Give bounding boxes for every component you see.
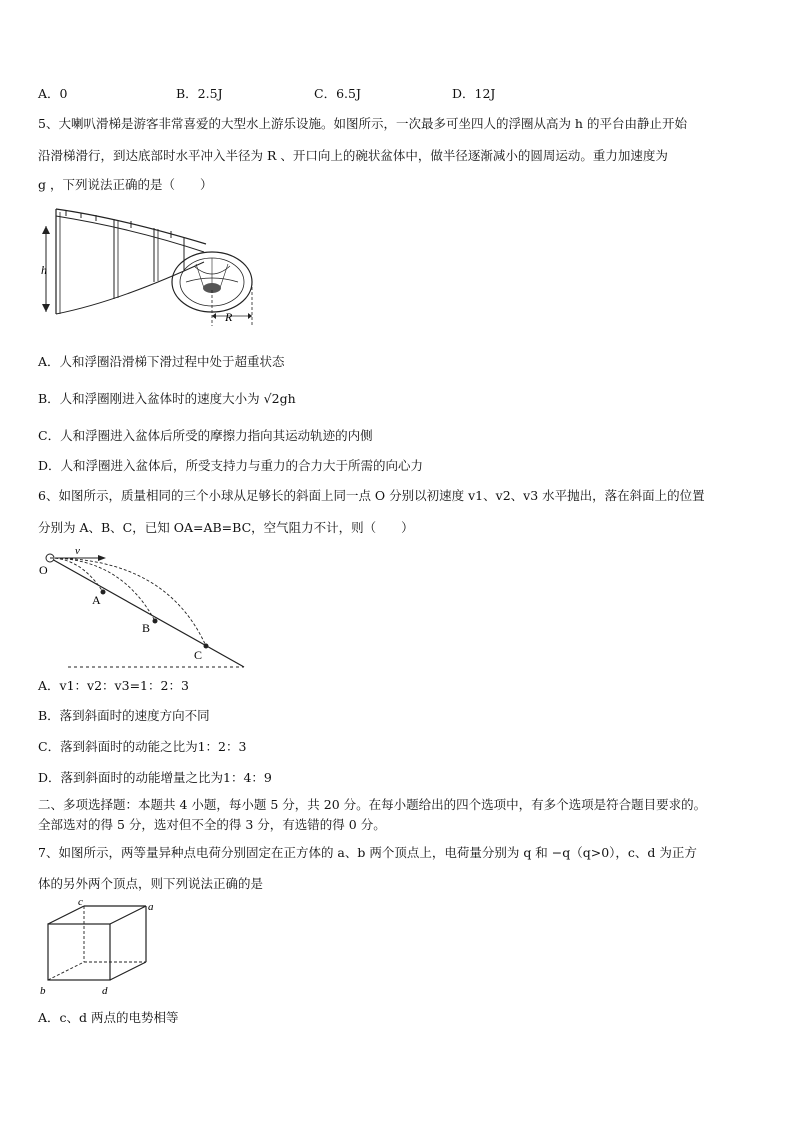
q7-cube-figure [36,896,166,1000]
q4-option-c: C．6.5J [314,86,361,101]
q6-stem-line2: 分别为 A、B、C，已知 OA=AB=BC，空气阻力不计，则（ ） [38,520,414,535]
q4-option-b: B．2.5J [176,86,223,101]
q5-slide-figure [36,204,266,334]
q7-a-label: a [148,901,154,913]
q6-v-label: v [75,546,80,557]
q4-option-d: D．12J [452,86,496,101]
q6-stem-line1: 6、如图所示，质量相同的三个小球从足够长的斜面上同一点 O 分别以初速度 v1、v2、v3 水平抛出，落在斜面上的位置 [38,488,705,503]
q6-b-label: B [142,621,151,635]
q7-stem-line1: 7、如图所示，两等量异种点电荷分别固定在正方体的 a、b 两个顶点上，电荷量分别为 q 和 −q（q>0），c、d 为正方 [38,845,697,860]
q7-b-label: b [40,985,46,997]
section2-line1: 二、多项选择题：本题共 4 小题，每小题 5 分，共 20 分。在每小题给出的四个选项中，有多个选项是符合题目要求的。 [38,797,707,812]
q6-option-c: C．落到斜面时的动能之比为1：2：3 [38,739,247,754]
q5-option-d: D．人和浮圈进入盆体后，所受支持力与重力的合力大于所需的向心力 [38,458,424,473]
q5-stem-line2: 沿滑梯滑行，到达底部时水平冲入半径为 R 、开口向上的碗状盆体中，做半径逐渐减小的圆周运动。重力加速度为 [38,148,668,163]
section2-line2: 全部选对的得 5 分，选对但不全的得 3 分，有选错的得 0 分。 [38,817,386,832]
q6-option-b: B．落到斜面时的速度方向不同 [38,708,210,723]
q5-stem-line3: g ，下列说法正确的是（ ） [38,177,213,192]
q6-option-d: D．落到斜面时的动能增量之比为1：4：9 [38,770,272,785]
q7-stem-line2: 体的另外两个顶点，则下列说法正确的是 [38,876,264,891]
q5-option-c: C．人和浮圈进入盆体后所受的摩擦力指向其运动轨迹的内侧 [38,428,373,443]
q5-h-label: h [41,263,47,277]
q6-incline-figure [36,546,256,672]
q6-option-a: A．v1：v2：v3=1：2：3 [38,678,189,693]
q7-option-a: A．c、d 两点的电势相等 [38,1010,179,1025]
q6-c-label: C [194,648,203,662]
q7-d-label: d [102,985,108,997]
q5-stem-line1: 5、大喇叭滑梯是游客非常喜爱的大型水上游乐设施。如图所示，一次最多可坐四人的浮圈从高为 h 的平台由静止开始 [38,116,687,131]
q6-o-label: O [39,563,48,577]
q5-option-a: A．人和浮圈沿滑梯下滑过程中处于超重状态 [38,354,285,369]
q6-a-label: A [92,593,101,607]
q5-r-label: R [225,310,233,324]
q7-c-label: c [78,896,83,908]
q5-option-b: B．人和浮圈刚进入盆体时的速度大小为 √2gh [38,391,296,406]
q4-option-a: A．0 [38,86,68,101]
